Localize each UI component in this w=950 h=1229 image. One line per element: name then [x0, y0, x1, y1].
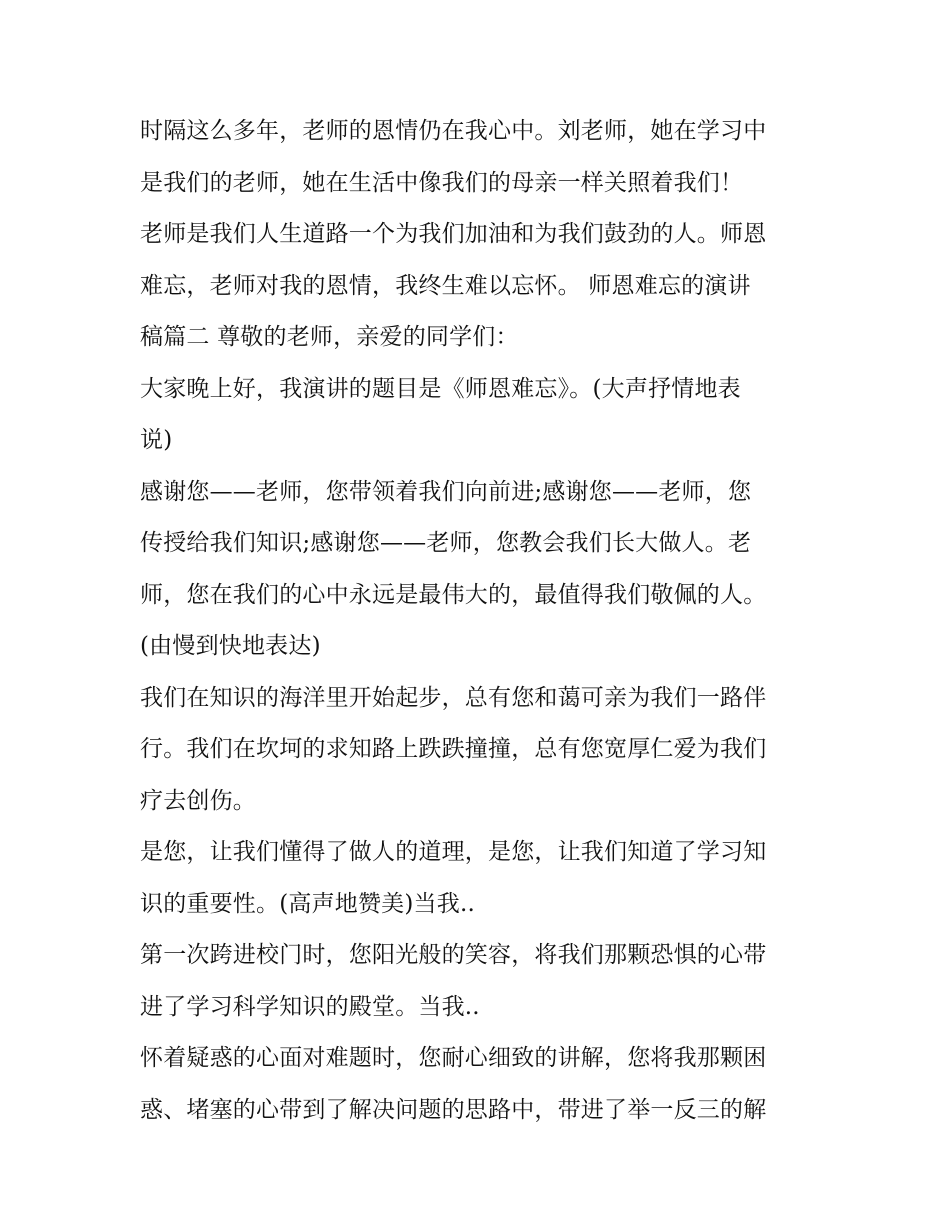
text-line: 感谢您——老师，您带领着我们向前进;感谢您——老师，您 — [140, 478, 752, 505]
text-line: 疗去创伤。 — [140, 787, 256, 814]
text-line: 我们在知识的海洋里开始起步，总有您和蔼可亲为我们一路伴 — [140, 684, 767, 711]
text-line: 是您，让我们懂得了做人的道理，是您，让我们知道了学习知 — [140, 839, 767, 865]
text-line: 是我们的老师，她在生活中像我们的母亲一样关照着我们！ — [140, 169, 744, 196]
text-line: 师，您在我们的心中永远是最伟大的，最值得我们敬佩的人。 — [140, 581, 767, 608]
text-line: 传授给我们知识;感谢您——老师，您教会我们长大做人。老 — [140, 530, 752, 556]
text-line: 进了学习科学知识的殿堂。当我.. — [140, 993, 480, 1020]
text-line: 老师是我们人生道路一个为我们加油和为我们鼓劲的人。师恩 — [140, 221, 767, 247]
text-line: 怀着疑惑的心面对难题时，您耐心细致的讲解，您将我那颗困 — [140, 1045, 767, 1071]
text-line: 第一次跨进校门时，您阳光般的笑容，将我们那颗恐惧的心带 — [140, 942, 767, 968]
text-line: 难忘，老师对我的恩情，我终生难以忘怀。 师恩难忘的演讲 — [140, 272, 751, 299]
text-line: (由慢到快地表达) — [140, 633, 321, 659]
text-line: 行。我们在坎坷的求知路上跌跌撞撞，总有您宽厚仁爱为我们 — [140, 736, 767, 762]
text-line: 大家晚上好，我演讲的题目是《师恩难忘》。(大声抒情地表 — [140, 375, 741, 402]
text-line: 说) — [140, 427, 173, 453]
body-text — [140, 106, 820, 1136]
text-line: 惑、堵塞的心带到了解决问题的思路中，带进了举一反三的解 — [140, 1096, 767, 1123]
text-line: 识的重要性。(高声地赞美)当我.. — [140, 890, 475, 917]
text-line: 稿篇二 尊敬的老师，亲爱的同学们： — [140, 324, 519, 350]
text-line: 时隔这么多年，老师的恩情仍在我心中。刘老师，她在学习中 — [140, 118, 767, 144]
